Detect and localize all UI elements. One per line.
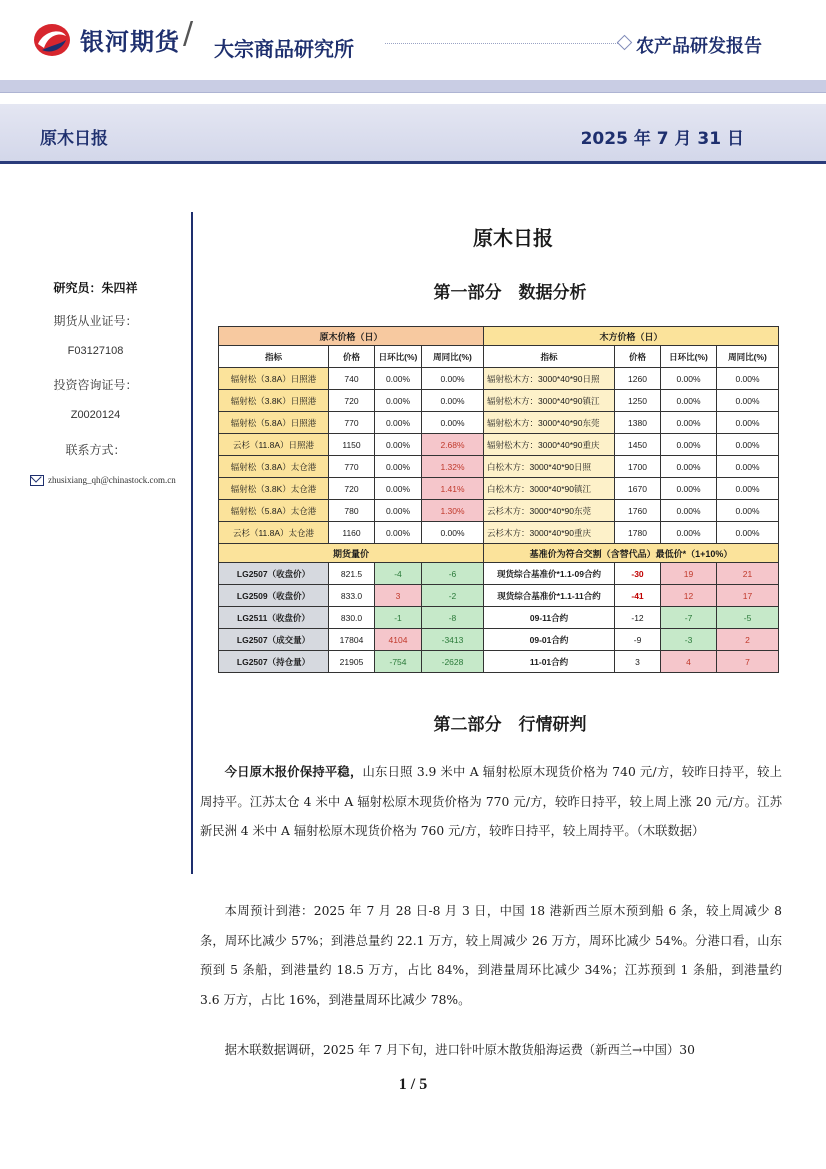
table-cell: -6 bbox=[422, 563, 484, 585]
table-cell: 0.00% bbox=[661, 522, 717, 544]
report-date: 2025 年 7 月 31 日 bbox=[580, 129, 744, 149]
table-cell: 0.00% bbox=[717, 390, 779, 412]
table-cell: 辐射松（3.8K）太仓港 bbox=[219, 478, 329, 500]
table-cell: 7 bbox=[717, 651, 779, 673]
table-cell: 辐射松（3.8A）太仓港 bbox=[219, 456, 329, 478]
cert-label: 期货从业证号： bbox=[53, 314, 138, 328]
table-cell: LG2507（成交量） bbox=[219, 629, 329, 651]
table-cell: 1250 bbox=[615, 390, 661, 412]
table-cell: 辐射松（5.8A）太仓港 bbox=[219, 500, 329, 522]
paragraph-3: 据木联数据调研，2025 年 7 月下旬，进口针叶原木散货船海运费（新西兰→中国）30 bbox=[224, 1043, 695, 1057]
table-cell: 云杉（11.8A）太仓港 bbox=[219, 522, 329, 544]
table-cell: 0.00% bbox=[375, 412, 422, 434]
diamond-icon bbox=[617, 35, 633, 51]
table-cell: 1160 bbox=[329, 522, 375, 544]
table-cell: 21905 bbox=[329, 651, 375, 673]
table-cell: 辐射松（3.8A）日照港 bbox=[219, 368, 329, 390]
table-cell: 0.00% bbox=[422, 522, 484, 544]
report-type: 农产品研发报告 bbox=[636, 36, 762, 57]
researcher-name: 研究员：朱四祥 bbox=[53, 281, 138, 295]
consult-number: Z0020124 bbox=[70, 409, 121, 421]
sidebar-divider bbox=[191, 212, 193, 874]
column-header: 周同比(%) bbox=[422, 346, 484, 368]
table-row bbox=[219, 390, 779, 412]
table-cell: 白松木方：3000*40*90日照 bbox=[484, 456, 615, 478]
table-row bbox=[219, 412, 779, 434]
header-band bbox=[0, 80, 826, 92]
table-cell: -754 bbox=[375, 651, 422, 673]
table-row bbox=[219, 434, 779, 456]
table-cell: 0.00% bbox=[375, 456, 422, 478]
column-header: 价格 bbox=[329, 346, 375, 368]
table-cell: 辐射松木方：3000*40*90日照 bbox=[484, 368, 615, 390]
table-cell: 0.00% bbox=[375, 368, 422, 390]
galaxy-futures-logo-icon bbox=[32, 22, 72, 58]
table-cell: -3 bbox=[661, 629, 717, 651]
table-cell: 830.0 bbox=[329, 607, 375, 629]
table-cell: 12 bbox=[661, 585, 717, 607]
table-cell: 0.00% bbox=[375, 434, 422, 456]
table-cell: 0.00% bbox=[717, 478, 779, 500]
table-row bbox=[219, 563, 779, 585]
header-band-line bbox=[0, 92, 826, 93]
table-cell: 0.00% bbox=[661, 478, 717, 500]
consult-label: 投资咨询证号： bbox=[53, 378, 138, 392]
contact-email[interactable] bbox=[30, 475, 176, 486]
table-cell: 1670 bbox=[615, 478, 661, 500]
contact-label: 联系方式： bbox=[65, 443, 126, 457]
table-cell: 821.5 bbox=[329, 563, 375, 585]
table-cell: 0.00% bbox=[375, 500, 422, 522]
table-row bbox=[219, 456, 779, 478]
table-cell: 09-01合约 bbox=[484, 629, 615, 651]
table-cell: 19 bbox=[661, 563, 717, 585]
table-cell: -3413 bbox=[422, 629, 484, 651]
basis-section-header: 基准价为符合交割（含替代品）最低价*（1+10%） bbox=[484, 544, 779, 563]
table-cell: 现货综合基准价*1.1-11合约 bbox=[484, 585, 615, 607]
table-cell: -1 bbox=[375, 607, 422, 629]
header-dotted-line bbox=[385, 43, 620, 44]
table-cell: 740 bbox=[329, 368, 375, 390]
table-cell: LG2511（收盘价） bbox=[219, 607, 329, 629]
table-cell: -9 bbox=[615, 629, 661, 651]
table-cell: 720 bbox=[329, 478, 375, 500]
table-cell: 833.0 bbox=[329, 585, 375, 607]
table-cell: 0.00% bbox=[422, 368, 484, 390]
cert-number: F03127108 bbox=[67, 345, 124, 357]
section-title-analysis: 第二部分 行情研判 bbox=[433, 715, 587, 735]
table-cell: 0.00% bbox=[661, 434, 717, 456]
table-cell: 1.32% bbox=[422, 456, 484, 478]
table-cell: LG2507（收盘价） bbox=[219, 563, 329, 585]
table-cell: 0.00% bbox=[717, 412, 779, 434]
column-header: 日环比(%) bbox=[661, 346, 717, 368]
page-number: 1 / 5 bbox=[398, 1076, 428, 1093]
table-cell: 0.00% bbox=[717, 368, 779, 390]
table-cell: 09-11合约 bbox=[484, 607, 615, 629]
lumber-price-section-header: 木方价格（日） bbox=[484, 327, 779, 346]
table-cell: 辐射松（5.8A）日照港 bbox=[219, 412, 329, 434]
table-cell: 17804 bbox=[329, 629, 375, 651]
column-header: 价格 bbox=[615, 346, 661, 368]
email-text[interactable]: zhusixiang_qh@chinastock.com.cn bbox=[48, 475, 176, 485]
table-cell: 17 bbox=[717, 585, 779, 607]
table-cell: 1.41% bbox=[422, 478, 484, 500]
paragraph-1-body: 山东日照 3.9 米中 A 辐射松原木现货价格为 740 元/方，较昨日持平，较上周持平。江苏太仓 4 米中 A 辐射松原木现货价格为 770 元/方，较昨日持平，较上周上涨 20 元/方。江苏新民洲 4 米中 A 辐射松原木现货价格为 760 元/方，较昨日持平，较上周持平。（木联数据） bbox=[200, 765, 782, 838]
table-cell: -41 bbox=[615, 585, 661, 607]
table-cell: 770 bbox=[329, 456, 375, 478]
table-cell: 2.68% bbox=[422, 434, 484, 456]
report-header bbox=[0, 0, 826, 80]
table-cell: 1.30% bbox=[422, 500, 484, 522]
table-cell: 3 bbox=[615, 651, 661, 673]
table-cell: -5 bbox=[717, 607, 779, 629]
table-row bbox=[219, 478, 779, 500]
table-cell: 0.00% bbox=[375, 522, 422, 544]
table-cell: 辐射松木方：3000*40*90重庆 bbox=[484, 434, 615, 456]
table-cell: 2 bbox=[717, 629, 779, 651]
section-title-data: 第一部分 数据分析 bbox=[433, 283, 587, 303]
table-cell: 白松木方：3000*40*90镇江 bbox=[484, 478, 615, 500]
table-cell: 0.00% bbox=[661, 456, 717, 478]
table-cell: 720 bbox=[329, 390, 375, 412]
table-cell: 0.00% bbox=[661, 390, 717, 412]
table-cell: 770 bbox=[329, 412, 375, 434]
mail-icon bbox=[30, 475, 44, 486]
header-slash: / bbox=[183, 16, 194, 51]
table-cell: 0.00% bbox=[375, 390, 422, 412]
column-header: 周同比(%) bbox=[717, 346, 779, 368]
table-cell: -2 bbox=[422, 585, 484, 607]
column-header: 指标 bbox=[484, 346, 615, 368]
table-cell: LG2507（持仓量） bbox=[219, 651, 329, 673]
table-cell: 0.00% bbox=[717, 500, 779, 522]
table-cell: 0.00% bbox=[717, 522, 779, 544]
table-cell: 4 bbox=[661, 651, 717, 673]
log-price-section-header: 原木价格（日） bbox=[219, 327, 484, 346]
paragraph-2: 本周预计到港：2025 年 7 月 28 日-8 月 3 日，中国 18 港新西兰原木预到船 6 条，较上周减少 8 条，周环比减少 57%；到港总量约 22.1 万方，较上周减少 26 万方，周环比减少 54%。分港口看，山东预到 5 条船，到港量约 18.5 万方，占比 84%，到港量周环比减少 34%；江苏预到 1 条船，到港量约 3.6 万方，占比 16%，到港量周环比减少 78%。 bbox=[200, 904, 782, 1007]
table-cell: 云杉（11.8A）日照港 bbox=[219, 434, 329, 456]
data-table bbox=[218, 326, 779, 673]
table-cell: -12 bbox=[615, 607, 661, 629]
table-cell: 辐射松（3.8K）日照港 bbox=[219, 390, 329, 412]
table-cell: 1700 bbox=[615, 456, 661, 478]
table-row bbox=[219, 368, 779, 390]
table-cell: 0.00% bbox=[717, 434, 779, 456]
table-cell: -30 bbox=[615, 563, 661, 585]
table-cell: 0.00% bbox=[375, 478, 422, 500]
table-row bbox=[219, 651, 779, 673]
table-cell: -4 bbox=[375, 563, 422, 585]
column-header: 日环比(%) bbox=[375, 346, 422, 368]
table-cell: 1760 bbox=[615, 500, 661, 522]
table-cell: 辐射松木方：3000*40*90东莞 bbox=[484, 412, 615, 434]
table-cell: 辐射松木方：3000*40*90镇江 bbox=[484, 390, 615, 412]
report-name: 原木日报 bbox=[40, 129, 108, 149]
table-cell: -2628 bbox=[422, 651, 484, 673]
futures-section-header: 期货量价 bbox=[219, 544, 484, 563]
table-cell: 21 bbox=[717, 563, 779, 585]
table-row bbox=[219, 607, 779, 629]
table-cell: 1150 bbox=[329, 434, 375, 456]
table-cell: 4104 bbox=[375, 629, 422, 651]
table-row bbox=[219, 585, 779, 607]
table-row bbox=[219, 522, 779, 544]
table-cell: 0.00% bbox=[661, 412, 717, 434]
table-cell: 1260 bbox=[615, 368, 661, 390]
institute-name: 大宗商品研究所 bbox=[214, 37, 354, 61]
table-cell: LG2509（收盘价） bbox=[219, 585, 329, 607]
table-cell: 11-01合约 bbox=[484, 651, 615, 673]
table-cell: 0.00% bbox=[717, 456, 779, 478]
table-cell: -7 bbox=[661, 607, 717, 629]
title-bar bbox=[0, 104, 826, 164]
table-cell: 云杉木方：3000*40*90东莞 bbox=[484, 500, 615, 522]
table-cell: 1380 bbox=[615, 412, 661, 434]
table-cell: -8 bbox=[422, 607, 484, 629]
table-cell: 3 bbox=[375, 585, 422, 607]
paragraph-1-lead: 今日原木报价保持平稳， bbox=[224, 764, 363, 779]
brand-name: 银河期货 bbox=[80, 28, 180, 56]
table-cell: 1450 bbox=[615, 434, 661, 456]
table-cell: 0.00% bbox=[661, 500, 717, 522]
table-cell: 云杉木方：3000*40*90重庆 bbox=[484, 522, 615, 544]
page-title: 原木日报 bbox=[473, 226, 553, 250]
table-cell: 现货综合基准价*1.1-09合约 bbox=[484, 563, 615, 585]
table-cell: 780 bbox=[329, 500, 375, 522]
table-row bbox=[219, 500, 779, 522]
table-cell: 0.00% bbox=[422, 390, 484, 412]
table-cell: 0.00% bbox=[422, 412, 484, 434]
table-cell: 1780 bbox=[615, 522, 661, 544]
table-cell: 0.00% bbox=[661, 368, 717, 390]
table-row bbox=[219, 629, 779, 651]
column-header: 指标 bbox=[219, 346, 329, 368]
paragraph-1 bbox=[200, 757, 782, 847]
